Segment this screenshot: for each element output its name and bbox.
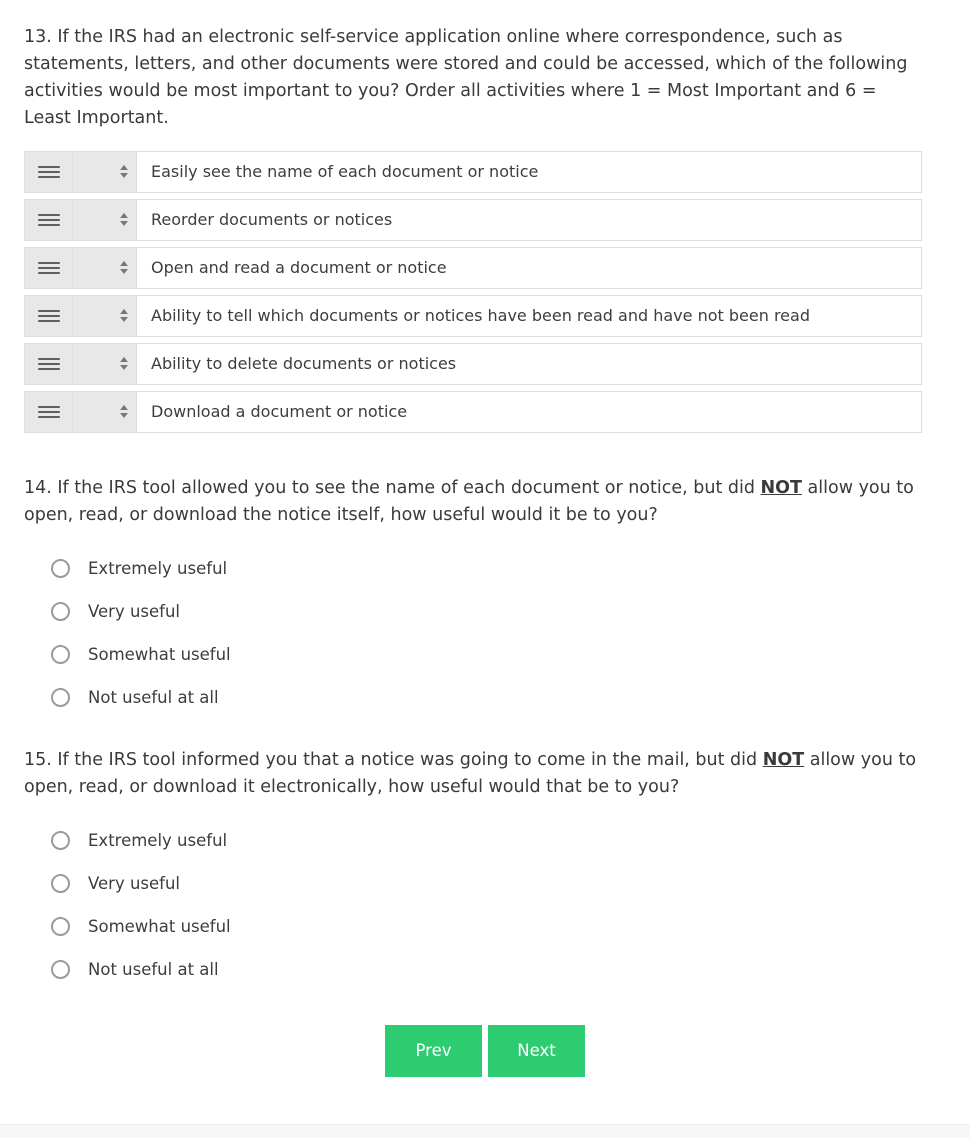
question-14-text-before: 14. If the IRS tool allowed you to see the name of each document or notice, but did [24, 477, 761, 498]
question-15-text [24, 747, 924, 801]
drag-handle-icon[interactable] [25, 296, 73, 336]
ranking-item-label: Open and read a document or notice [151, 258, 447, 277]
stepper-arrows-icon[interactable] [119, 357, 128, 370]
drag-handle-icon[interactable] [25, 200, 73, 240]
radio-circle-icon[interactable] [51, 602, 70, 621]
ranking-item-label: Easily see the name of each document or notice [151, 162, 539, 181]
radio-option-not-useful-at-all[interactable] [24, 676, 946, 719]
question-15-text-before: 15. If the IRS tool informed you that a notice was going to come in the mail, but did [24, 749, 763, 770]
radio-circle-icon[interactable] [51, 688, 70, 707]
question-13-text: 13. If the IRS had an electronic self-service application online where correspondence, such as statements, letters, and other documents were stored and could be accessed, which of the following activities would be most important to you? Order all activities where 1 = Most Important and 6 = Least Important. [24, 27, 908, 129]
rank-number-stepper[interactable] [73, 392, 137, 432]
radio-option-label: Not useful at all [88, 687, 219, 707]
radio-circle-icon[interactable] [51, 831, 70, 850]
ranking-row[interactable] [24, 199, 922, 241]
prev-button[interactable]: Prev [385, 1025, 482, 1077]
rank-number-stepper[interactable] [73, 344, 137, 384]
next-button[interactable]: Next [488, 1025, 585, 1077]
question-14-text [24, 475, 924, 529]
ranking-row[interactable] [24, 247, 922, 289]
ranking-item-label: Ability to delete documents or notices [151, 354, 457, 373]
rank-number-stepper[interactable] [73, 152, 137, 192]
drag-handle-icon[interactable] [25, 344, 73, 384]
radio-option-label: Very useful [88, 601, 181, 621]
stepper-arrows-icon[interactable] [119, 213, 128, 226]
radio-option-label: Extremely useful [88, 831, 228, 850]
ranking-item-label: Reorder documents or notices [151, 210, 393, 229]
question-14-text-after: allow you to open, read, or download the notice itself, how useful would it be to you? [24, 477, 914, 525]
radio-option-label: Somewhat useful [88, 917, 231, 936]
drag-handle-icon[interactable] [25, 392, 73, 432]
rank-number-stepper[interactable] [73, 248, 137, 288]
radio-option-somewhat-useful[interactable] [24, 633, 946, 676]
stepper-arrows-icon[interactable] [119, 165, 128, 178]
radio-option-very-useful[interactable] [24, 590, 946, 633]
drag-handle-icon[interactable] [25, 248, 73, 288]
drag-handle-icon[interactable] [25, 152, 73, 192]
stepper-arrows-icon[interactable] [119, 405, 128, 418]
radio-circle-icon[interactable] [51, 960, 70, 979]
rank-number-stepper[interactable] [73, 296, 137, 336]
radio-circle-icon[interactable] [51, 645, 70, 664]
ranking-row[interactable] [24, 391, 922, 433]
radio-option-label: Extremely useful [88, 558, 228, 578]
radio-option-label: Somewhat useful [88, 644, 231, 664]
stepper-arrows-icon[interactable] [119, 261, 128, 274]
survey-navigation [24, 1025, 946, 1077]
ranking-item-label: Download a document or notice [151, 402, 408, 421]
ranking-item-label: Ability to tell which documents or notices have been read and have not been read [151, 306, 810, 325]
radio-group-q14 [24, 547, 946, 719]
ranking-list-q13 [24, 151, 922, 433]
radio-option-extremely-useful[interactable] [24, 547, 946, 590]
radio-option-label: Not useful at all [88, 960, 219, 979]
stepper-arrows-icon[interactable] [119, 309, 128, 322]
radio-option-label: Very useful [88, 874, 181, 893]
radio-group-q15 [24, 819, 946, 991]
radio-circle-icon[interactable] [51, 559, 70, 578]
question-15-text-after: allow you to open, read, or download it electronically, how useful would that be to you? [24, 749, 917, 797]
radio-option-very-useful[interactable] [24, 862, 946, 905]
question-14-emphasis: NOT [760, 477, 802, 498]
footer-strip [0, 1124, 970, 1138]
radio-circle-icon[interactable] [51, 874, 70, 893]
radio-option-somewhat-useful[interactable] [24, 905, 946, 948]
question-15-emphasis: NOT [762, 749, 805, 770]
radio-option-extremely-useful[interactable] [24, 819, 946, 862]
rank-number-stepper[interactable] [73, 200, 137, 240]
radio-circle-icon[interactable] [51, 917, 70, 936]
radio-option-not-useful-at-all[interactable] [24, 948, 946, 991]
ranking-row[interactable] [24, 343, 922, 385]
ranking-row[interactable] [24, 151, 922, 193]
ranking-row[interactable] [24, 295, 922, 337]
